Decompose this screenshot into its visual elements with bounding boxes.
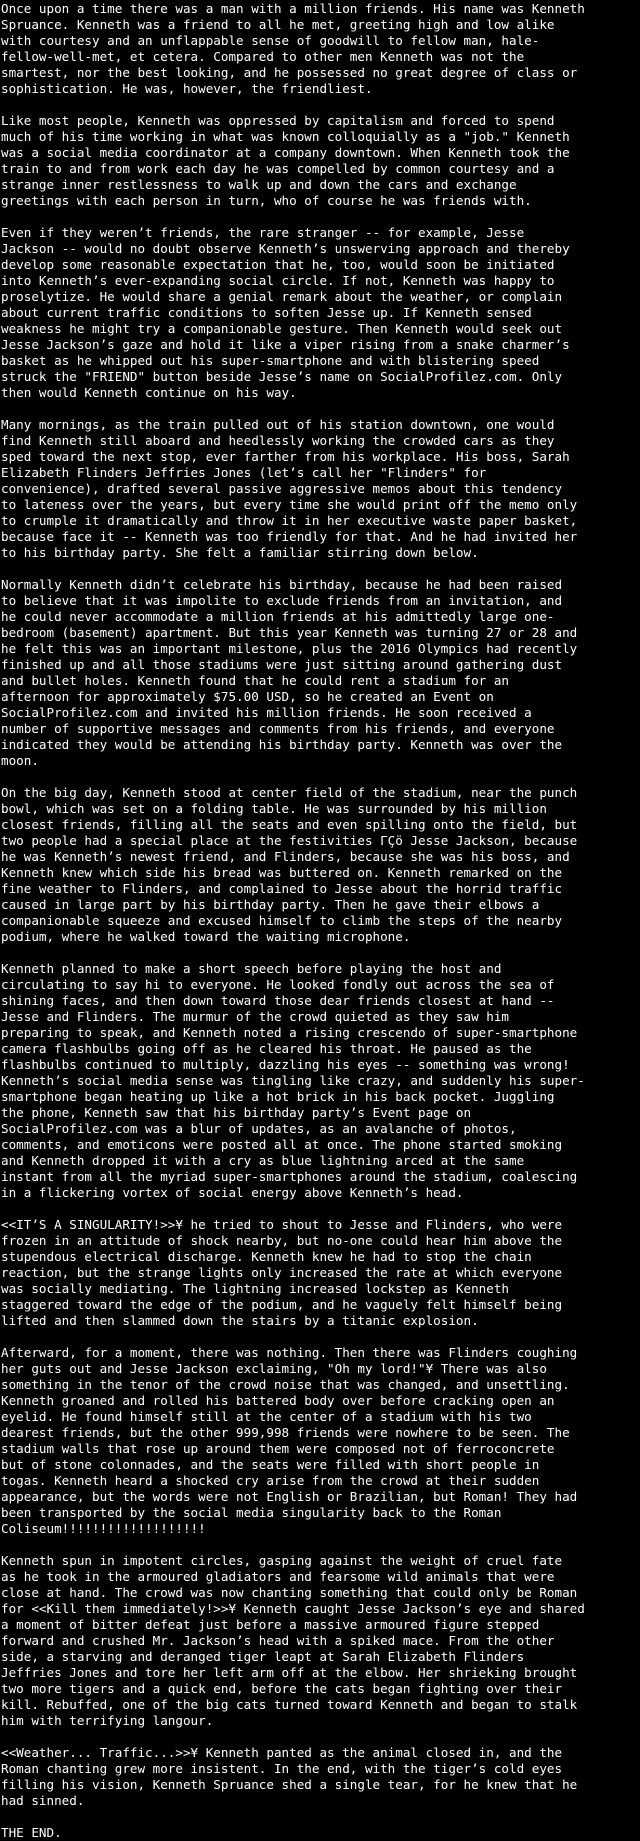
paragraph-4: Many mornings, as the train pulled out of his station downtown, one would find Kenneth still aboard and heedlessly working the crowded cars as they sped toward the next stop, ever farther from his workplace. His boss, Sarah Elizabeth Flinders Jeffries Jones (let’s call her "Flinders" for convenience), drafted several passive aggressive memos about this tendency to lateness over the years, but every time she would print off the memo only to crumple it dramatically and throw it in her executive waste paper basket, because face it -- Kenneth was too friendly for that. And he had invited her to his birthday party. She felt a familiar stirring down below. <box>1 417 578 560</box>
paragraph-11: <<Weather... Traffic...>>¥ Kenneth panted as the animal closed in, and the Roman chanting grew more insistent. In the end, with the tiger’s cold eyes filling his vision, Kenneth Spruance shed a single tear, for he knew that he had sinned. <box>1 1745 578 1808</box>
the-end-line: THE END. <box>1 1825 62 1840</box>
paragraph-3: Even if they weren’t friends, the rare stranger -- for example, Jesse Jackson -- would no doubt observe Kenneth’s unswerving approach and thereby develop some reasonable expectation that he, too, would soon be initiated into Kenneth’s ever-expanding social circle. If not, Kenneth was happy to proselytize. He would share a genial remark about the weather, or complain about current traffic conditions to soften Jesse up. If Kenneth sensed weakness he might try a companionable gesture. Then Kenneth would seek out Jesse Jackson’s gaze and hold it like a viper rising from a snake charmer’s basket as he whipped out his super-smartphone and with blistering speed struck the "FRIEND" button beside Jesse’s name on SocialProfilez.com. Only then would Kenneth continue on his way. <box>1 225 570 400</box>
paragraph-1: Once upon a time there was a man with a million friends. His name was Kenneth Spruance. Kenneth was a friend to all he met, greeting high and low alike with courtesy and an unflappable sense of goodwill to fellow man, hale- fellow-well-met, et cetera. Compared to other men Kenneth was not the smartest, nor the best looking, and he possessed no great degree of class or sophistication. He was, however, the friendliest. <box>1 1 585 96</box>
paragraph-9: Afterward, for a moment, there was nothing. Then there was Flinders coughing her guts out and Jesse Jackson exclaiming, "Oh my lord!"¥ There was also something in the tenor of the crowd noise that was changed, and unsettling. Kenneth groaned and rolled his battered body over before cracking open an eyelid. He found himself still at the center of a stadium with his two dearest friends, but the other 999,998 friends were nowhere to be seen. The stadium walls that rose up around them were composed not of ferroconcrete but of stone colonnades, and the seats were filled with short people in togas. Kenneth heard a shocked cry arise from the crowd at their sudden appearance, but the words were not English or Brazilian, but Roman! They had been transported by the social media singularity back to the Roman Coliseum!!!!!!!!!!!!!!!!!!! <box>1 1345 578 1536</box>
paragraph-6: On the big day, Kenneth stood at center field of the stadium, near the punch bowl, which was set on a folding table. He was surrounded by his million closest friends, filling all the seats and even spilling onto the field, but two people had a special place at the festivities ΓÇö Jesse Jackson, because he was Kenneth’s newest friend, and Flinders, because she was his boss, and Kenneth knew which side his bread was buttered on. Kenneth remarked on the fine weather to Flinders, and complained to Jesse about the horrid traffic caused in large part by his birthday party. Then he gave their elbows a companionable squeeze and excused himself to climb the steps of the nearby podium, where he walked toward the waiting microphone. <box>1 785 578 944</box>
paragraph-8: <<IT’S A SINGULARITY!>>¥ he tried to shout to Jesse and Flinders, who were frozen in an attitude of shock nearby, but no-one could hear him above the stupendous electrical discharge. Kenneth knew he had to stop the chain reaction, but the strange lights only increased the rate at which everyone was socially mediating. The lightning increased lockstep as Kenneth staggered toward the edge of the podium, and he vaguely felt himself being lifted and then slammed down the stairs by a titanic explosion. <box>1 1217 563 1328</box>
paragraph-10: Kenneth spun in impotent circles, gasping against the weight of cruel fate as he took in the armoured gladiators and fearsome wild animals that were close at hand. The crowd was now chanting something that could only be Roman for <<Kill them immediately!>>¥ Kenneth caught Jesse Jackson’s eye and shared a moment of bitter defeat just before a massive armoured figure stepped forward and crushed Mr. Jackson’s head with a spiked mace. From the other side, a starving and deranged tiger leapt at Sarah Elizabeth Flinders Jeffries Jones and tore her left arm off at the elbow. Her shrieking brought two more tigers and a quick end, before the cats began fighting over their kill. Rebuffed, one of the big cats turned toward Kenneth and began to stalk him with terrifying langour. <box>1 1553 585 1728</box>
paragraph-7: Kenneth planned to make a short speech before playing the host and circulating to say hi to everyone. He looked fondly out across the sea of shining faces, and then down toward those dear friends closest at hand -- Jesse and Flinders. The murmur of the crowd quieted as they saw him preparing to speak, and Kenneth noted a rising crescendo of super-smartphone camera flashbulbs going off as he cleared his throat. He paused as the flashbulbs continued to multiply, dazzling his eyes -- something was wrong! Kenneth’s social media sense was tingling like crazy, and suddenly his super- smartphone began heating up like a hot brick in his back pocket. Juggling the phone, Kenneth saw that his birthday party’s Event page on SocialProfilez.com was a blur of updates, as an avalanche of photos, comments, and emoticons were posted all at once. The phone started smoking and Kenneth dropped it with a cry as blue lightning arced at the same instant from all the myriad super-smartphones around the stadium, coalescing in a flickering vortex of social energy above Kenneth’s head. <box>1 961 585 1200</box>
paragraph-2: Like most people, Kenneth was oppressed by capitalism and forced to spend much of his time working in what was known colloquially as a "job." Kenneth was a social media coordinator at a company downtown. When Kenneth took the train to and from work each day he was compelled by common courtesy and a strange inner restlessness to walk up and down the cars and exchange greetings with each person in turn, who of course he was friends with. <box>1 113 570 208</box>
paragraph-5: Normally Kenneth didn’t celebrate his birthday, because he had been raised to believe that it was impolite to exclude friends from an invitation, and he could never accommodate a million friends at his admittedly large one- bedroom (basement) apartment. But this year Kenneth was turning 27 or 28 and he felt this was an important milestone, plus the 2016 Olympics had recently finished up and all those stadiums were just sitting around gathering dust and bullet holes. Kenneth found that he could rent a stadium for an afternoon for approximately $75.00 USD, so he created an Event on SocialProfilez.com and invited his million friends. He soon received a number of supportive messages and comments from his friends, and everyone indicated they would be attending his birthday party. Kenneth was over the moon. <box>1 577 578 768</box>
